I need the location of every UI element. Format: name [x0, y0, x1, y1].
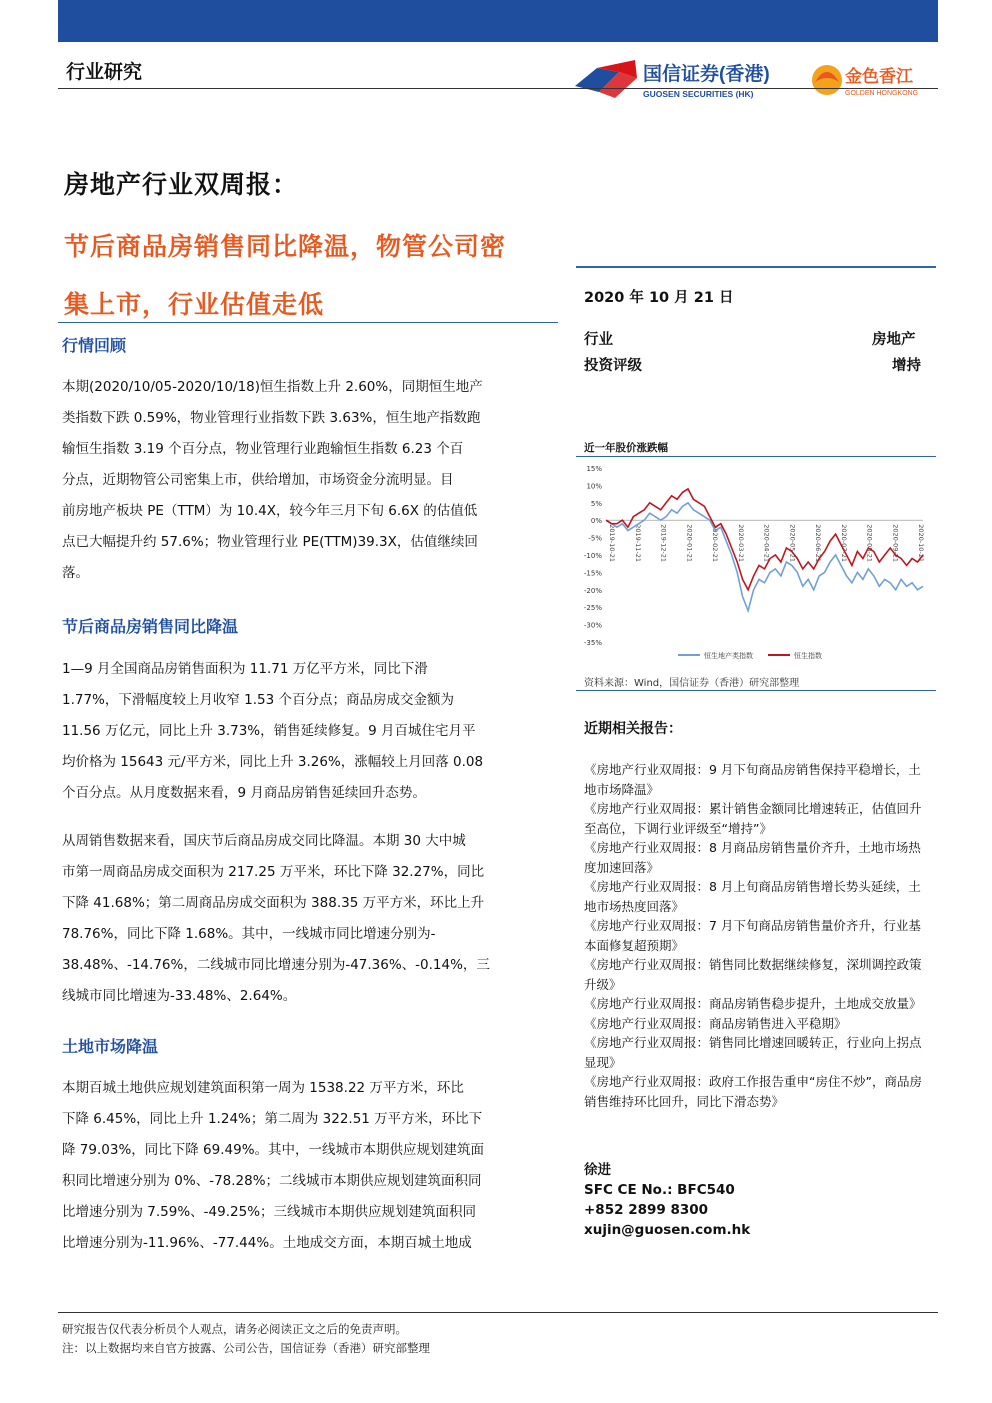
footer [62, 1320, 430, 1358]
rating-label: 投资评级 [584, 358, 642, 374]
section-paragraph: 本期(2020/10/05-2020/10/18)恒生指数上升 2.60%，同期恒生地产 类指数下跌 0.59%，物业管理行业指数下跌 3.63%，恒生地产指数跑 输恒生指数 3.19 个百分点，物业管理行业跑输恒生指数 6.23 个百 分点，近期物管公司密集上市，供给增加，市场资金分流明显。目 前房地产板块 PE（TTM）为 10.4X，较今年三月下旬 6.6X 的估值低 点已大幅提升约 57.6%；物业管理行业 PE(TTM)39.3X，估值继续回 落。 [62, 379, 483, 581]
y-tick-label: -35% [583, 639, 602, 647]
section-heading: 土地市场降温 [62, 1037, 159, 1056]
title-divider [58, 322, 558, 323]
y-tick-label: -5% [588, 534, 602, 543]
author-sfc: SFC CE No.: BFC540 [584, 1182, 735, 1198]
section-label: 行业研究 [66, 61, 143, 83]
section-heading: 节后商品房销售同比降温 [62, 617, 239, 636]
related-reports-title: 近期相关报告： [584, 721, 682, 737]
chart-title: 近一年股价涨跌幅 [584, 442, 668, 454]
author-email[interactable]: xujin@guosen.com.hk [584, 1222, 751, 1238]
logo-cn-text: 国信证券(香港) [643, 64, 770, 85]
data-source-note: 注：以上数据均来自官方披露、公司公告，国信证券（香港）研究部整理 [62, 1341, 430, 1355]
y-tick-label: -10% [583, 552, 602, 560]
x-tick-label: 2020-02-21 [711, 524, 719, 562]
related-report-link[interactable]: 《房地产行业双周报：商品房销售稳步提升，土地成交放量》 [584, 996, 922, 1011]
stock-performance-chart [578, 460, 936, 670]
x-tick-label: 2020-09-21 [891, 524, 900, 562]
x-tick-label: 2020-08-21 [865, 524, 874, 562]
sidebar-divider [576, 266, 936, 268]
related-report-link[interactable]: 《房地产行业双周报：商品房销售进入平稳期》 [584, 1015, 847, 1031]
disclaimer-note: 研究报告仅代表分析员个人观点，请务必阅读正文之后的免责声明。 [62, 1322, 407, 1336]
related-report-link[interactable]: 《房地产行业双周报：销售同比数据继续修复，深圳调控政策升级》 [584, 957, 922, 992]
author-name: 徐进 [584, 1162, 611, 1178]
related-report-link[interactable]: 《房地产行业双周报：销售同比增速回暖转正，行业向上拐点显现》 [584, 1035, 922, 1070]
x-tick-label: 2019-11-21 [633, 524, 642, 562]
section-paragraph: 本期百城土地供应规划建筑面积第一周为 1538.22 万平方米，环比 下降 6.45%，同比上升 1.24%；第二周为 322.51 万平方米，环比下 降 79.03%，同比下降 69.49%。其中，一线城市本期供应规划建筑面 积同比增速分别为 0%、-78.28%；二线城市本期供应规划建筑面积同 比增速分别为 7.59%、-49.25%；三线城市本期供应规划建筑面积同 比增速分别为-11.96%、-77.44%。土地成交方面，本期百城土地成 [62, 1080, 485, 1251]
x-tick-label: 2020-01-21 [685, 524, 694, 562]
section-paragraph: 1—9 月全国商品房销售面积为 11.71 万亿平方米，同比下滑 1.77%，下滑幅度较上月收窄 1.53 个百分点；商品房成交金额为 11.56 万亿元，同比上升 3.73%，销售延续修复。9 月百城住宅月平 均价格为 15643 元/平方米，同比上升 3.26%，涨幅较上月回落 0.08 个百分点。从月度数据来看，9 月商品房销售延续回升态势。 [62, 661, 484, 801]
x-tick-label: 2020-07-21 [839, 524, 848, 562]
y-tick-label: 0% [590, 517, 602, 526]
golden-hongkong-logo-icon [812, 65, 842, 95]
x-tick-label: 2019-12-21 [659, 524, 668, 562]
chart-source: 资料来源：Wind，国信证券（香港）研究部整理 [584, 678, 800, 689]
logo2-en-text: GOLDEN HONGKONG [845, 90, 919, 97]
section-heading: 行情回顾 [62, 336, 127, 355]
company-logo [575, 52, 945, 108]
x-tick-label: 2020-04-21 [762, 524, 771, 562]
related-report-link[interactable]: 《房地产行业双周报：7 月下旬商品房销售量价齐升，行业基本面修复超预期》 [584, 918, 921, 953]
legend-label: 恒生指数 [794, 652, 822, 660]
y-tick-label: 10% [586, 482, 602, 491]
y-tick-label: -25% [583, 604, 602, 613]
x-tick-label: 2020-05-21 [788, 524, 797, 562]
report-title: 房地产行业双周报： [64, 170, 299, 199]
author-phone: +852 2899 8300 [584, 1202, 709, 1218]
industry-value: 房地产 [872, 332, 916, 348]
related-report-link[interactable]: 《房地产行业双周报：累计销售金额同比增速转正，估值回升至高位，下调行业评级至“增持”》 [584, 801, 922, 836]
section-paragraph: 从周销售数据来看，国庆节后商品房成交同比降温。本期 30 大中城 市第一周商品房成交面积为 217.25 万平米，环比下降 32.27%，同比 下降 41.68%；第二周商品房成交面积为 388.35 万平方米，环比上升 78.76%，同比下降 1.68%。其中，一线城市同比增速分别为- 38.48%、-14.76%，二线城市同比增速分别为-47.36%、-0.14%，三 线城市同比增速为-33.48%、2.64%。 [62, 833, 490, 1004]
chart-divider [576, 456, 936, 457]
related-report-link[interactable]: 《房地产行业双周报：8 月商品房销售量价齐升，土地市场热度加速回落》 [584, 840, 921, 875]
report-subtitle-line1: 节后商品房销售同比降温，物管公司密 [64, 232, 507, 261]
x-tick-label: 2020-06-21 [814, 524, 822, 562]
related-reports-list [584, 760, 924, 1111]
chart-bottom-divider [576, 690, 936, 691]
rating-value: 增持 [892, 358, 921, 374]
header-bar [58, 0, 938, 42]
logo-en-text: GUOSEN SECURITIES (HK) [643, 89, 754, 99]
industry-label: 行业 [584, 332, 613, 348]
y-tick-label: -20% [583, 586, 602, 595]
related-report-link[interactable]: 《房地产行业双周报：9 月下旬商品房销售保持平稳增长，土地市场降温》 [584, 762, 921, 797]
report-date: 2020 年 10 月 21 日 [584, 290, 734, 306]
y-tick-label: -30% [583, 621, 602, 630]
x-tick-label: 2020-03-21 [736, 524, 745, 562]
y-tick-label: 15% [586, 465, 602, 473]
y-tick-label: -15% [583, 569, 602, 578]
logo2-cn-text: 金色香江 [845, 67, 913, 86]
header-divider [58, 88, 938, 89]
x-tick-label: 2020-10-21 [917, 524, 925, 562]
guosen-logo-icon [575, 60, 637, 98]
related-report-link[interactable]: 《房地产行业双周报：政府工作报告重申“房住不炒”，商品房销售维持环比回升，同比下滑态势》 [584, 1074, 922, 1109]
legend-label: 恒生地产类指数 [704, 652, 753, 660]
author-block [584, 1160, 750, 1240]
related-report-link[interactable]: 《房地产行业双周报：8 月上旬商品房销售增长势头延续，土地市场热度回落》 [584, 879, 921, 914]
report-subtitle-line2: 集上市，行业估值走低 [64, 290, 325, 319]
y-tick-label: 5% [590, 499, 602, 508]
footer-divider [58, 1312, 938, 1313]
x-tick-label: 2019-10-21 [608, 524, 616, 562]
